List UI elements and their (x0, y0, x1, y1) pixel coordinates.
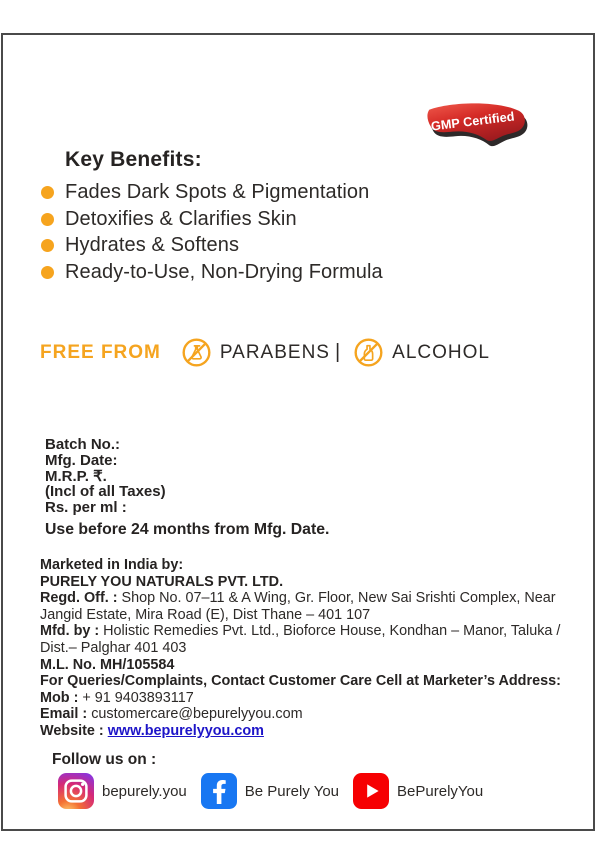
instagram-icon (58, 773, 94, 809)
parabens-label: PARABENS (219, 341, 330, 363)
gmp-badge-label: GMP Certified (430, 108, 516, 134)
license-number-bold: M.L. No. MH/105584 (40, 656, 175, 673)
free-from-separator: | (334, 341, 341, 363)
website-link[interactable]: www.bepurelyyou.com (107, 722, 264, 739)
batch-no-label: Batch No.: (45, 436, 120, 453)
follow-us-heading: Follow us on : (52, 751, 157, 768)
alcohol-label: ALCOHOL (392, 341, 490, 363)
benefit-item (41, 206, 383, 233)
facebook-handle: Be Purely You (244, 782, 340, 800)
marketed-by-bold: Marketed in India by: (40, 557, 184, 573)
mfd-by-label: Mfd. by : (40, 623, 100, 640)
youtube-handle: BePurelyYou (397, 782, 484, 800)
incl-taxes-label: (Incl of all Taxes) (45, 483, 166, 501)
benefit-item (41, 179, 383, 206)
bullet-icon (41, 213, 54, 226)
company-name (40, 574, 574, 591)
benefit-label: Fades Dark Spots & Pigmentation (65, 180, 370, 203)
benefit-label: Ready-to-Use, Non-Drying Formula (65, 261, 383, 284)
benefit-label: Hydrates & Softens (65, 234, 240, 257)
mfg-date-label: Mfg. Date: (45, 451, 118, 469)
mob-label: Mob : (40, 689, 79, 706)
social-links-row (58, 773, 497, 809)
facebook-icon (201, 773, 237, 809)
company-info-section (40, 557, 574, 740)
free-from-section (40, 337, 490, 368)
mfd-by-line (40, 623, 574, 656)
batch-info-section (45, 437, 329, 539)
no-parabens-icon (181, 337, 212, 368)
email-address: customercare@bepurelyyou.com (91, 706, 303, 723)
benefit-item (41, 259, 383, 286)
license-number (40, 657, 574, 674)
bullet-icon (41, 186, 54, 199)
bullet-icon (41, 266, 54, 279)
no-alcohol-icon (353, 337, 384, 368)
key-benefits-section (41, 148, 383, 286)
queries-bold: For Queries/Complaints, Contact Customer Care Cell at Marketer’s Address: (40, 673, 561, 690)
website-line (40, 723, 574, 740)
website-label: Website : (40, 722, 104, 739)
gmp-certified-badge (417, 95, 529, 153)
regd-off-label: Regd. Off. : (40, 590, 118, 607)
free-from-label: FREE FROM (40, 341, 161, 363)
mrp-label: M.R.P. ₹. (45, 467, 107, 485)
use-before-note: Use before 24 months from Mfg. Date. (45, 520, 330, 538)
marketed-by-label (40, 557, 574, 574)
company-name-bold: PURELY YOU NATURALS PVT. LTD. (40, 573, 284, 590)
mobile-number: + 91 9403893117 (82, 689, 194, 706)
youtube-icon (353, 773, 389, 809)
benefit-label: Detoxifies & Clarifies Skin (65, 207, 297, 230)
mfd-by-address: Holistic Remedies Pvt. Ltd., Bioforce House, Kondhan – Manor, Taluka / Dist.– Palghar 401 403 (40, 623, 561, 656)
key-benefits-heading: Key Benefits: (65, 148, 202, 171)
email-label: Email : (40, 706, 88, 723)
benefit-item (41, 233, 383, 260)
queries-line (40, 673, 574, 690)
instagram-handle: bepurely.you (102, 782, 187, 800)
label-border (1, 33, 595, 831)
regd-off-line (40, 590, 574, 623)
email-line (40, 706, 574, 723)
ribbon-icon (417, 95, 529, 153)
mobile-line (40, 690, 574, 707)
rs-per-ml-label: Rs. per ml : (45, 499, 127, 517)
regd-off-address: Shop No. 07–11 & A Wing, Gr. Floor, New Sai Srishti Complex, Near Jangid Estate, Mira Road (E), Dist Thane – 401 107 (40, 590, 556, 623)
bullet-icon (41, 239, 54, 252)
